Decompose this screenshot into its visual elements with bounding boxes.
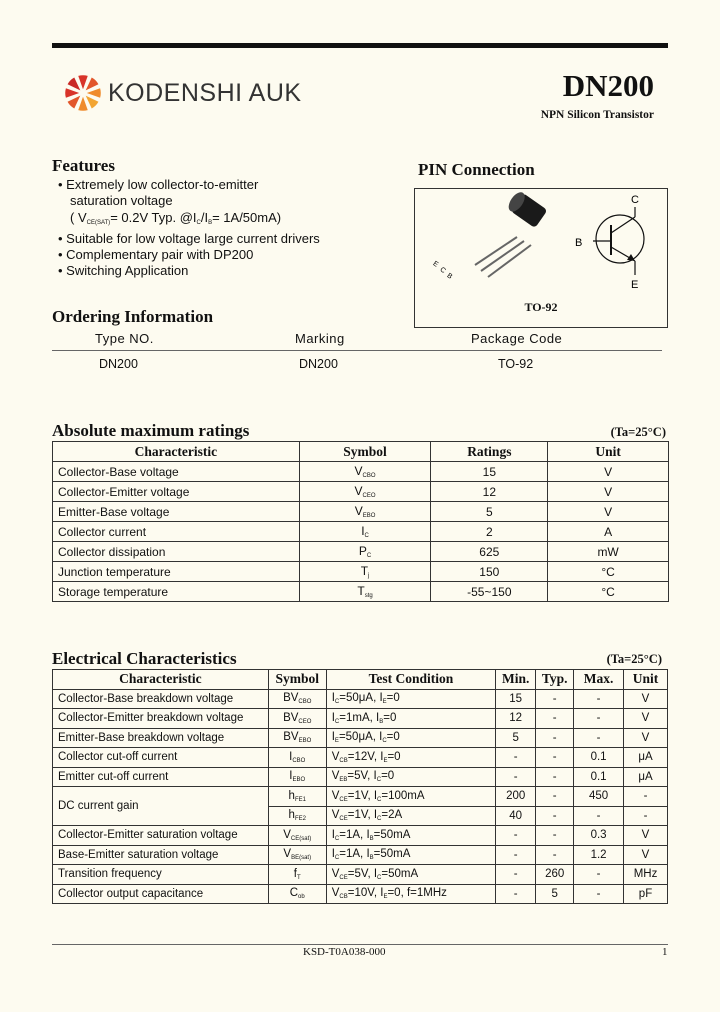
unit-cell: μA <box>624 748 668 768</box>
table-header-row <box>53 442 669 462</box>
column-header: Symbol <box>299 442 431 462</box>
min-cell: - <box>496 845 536 865</box>
feature-item-continued: saturation voltage <box>70 193 173 209</box>
max-cell: - <box>574 689 624 709</box>
symbol-cell: $V_{EBO}$ <box>299 502 431 522</box>
test-condition-cell: $I_C=1A$, $I_B=50mA$ <box>326 845 495 865</box>
min-cell: 12 <box>496 709 536 729</box>
characteristic-cell: Base-Emitter saturation voltage <box>53 845 269 865</box>
column-header: Unit <box>548 442 669 462</box>
min-cell: - <box>496 884 536 904</box>
package-caption: TO-92 <box>524 300 558 314</box>
table-row <box>53 542 669 562</box>
feature-item: • Extremely low collector-to-emitter <box>58 177 259 192</box>
table-row <box>53 845 668 865</box>
characteristic-cell: Collector cut-off current <box>53 748 269 768</box>
min-cell: - <box>496 748 536 768</box>
table-row <box>53 502 669 522</box>
characteristic-cell: Collector-Emitter saturation voltage <box>53 826 269 846</box>
table-row <box>53 826 668 846</box>
unit-cell: V <box>624 709 668 729</box>
max-cell: - <box>574 884 624 904</box>
rating-cell: 12 <box>431 482 548 502</box>
table-row <box>53 884 668 904</box>
characteristic-cell: Collector-Emitter voltage <box>53 482 300 502</box>
rating-cell: 5 <box>431 502 548 522</box>
characteristic-cell: Emitter-Base voltage <box>53 502 300 522</box>
max-cell: - <box>574 709 624 729</box>
unit-cell: °C <box>548 562 669 582</box>
feature-item: • Complementary pair with DP200 <box>58 247 254 263</box>
ordering-type-value: DN200 <box>99 357 138 371</box>
abs-max-title: Absolute maximum ratings <box>52 421 250 440</box>
characteristic-cell: Collector output capacitance <box>53 884 269 904</box>
column-header: Min. <box>496 670 536 690</box>
symbol-cell: $I_{EBO}$ <box>268 767 326 787</box>
features-title: Features <box>52 156 115 175</box>
typ-cell: - <box>536 748 574 768</box>
min-cell: 40 <box>496 806 536 826</box>
symbol-cell: $I_{CBO}$ <box>268 748 326 768</box>
unit-cell: °C <box>548 582 669 602</box>
symbol-cell: $f_T$ <box>268 865 326 885</box>
pin-connection-title: PIN Connection <box>418 160 535 179</box>
electrical-condition: (Ta=25°C) <box>606 652 662 666</box>
symbol-cell: $BV_{EBO}$ <box>268 728 326 748</box>
characteristic-cell: Transition frequency <box>53 865 269 885</box>
characteristic-cell: Collector dissipation <box>53 542 300 562</box>
table-row <box>53 865 668 885</box>
ordering-package-value: TO-92 <box>498 357 534 371</box>
ordering-header-marking: Marking <box>295 331 345 346</box>
unit-cell: V <box>624 845 668 865</box>
table-row <box>53 748 668 768</box>
leg-label-e: E <box>431 260 440 269</box>
characteristic-cell: Emitter-Base breakdown voltage <box>53 728 269 748</box>
feature-item: • Suitable for low voltage large current drivers <box>58 230 320 246</box>
max-cell: 0.1 <box>574 767 624 787</box>
table-row <box>53 462 669 482</box>
rating-cell: -55~150 <box>431 582 548 602</box>
footer-rule <box>52 944 668 945</box>
symbol-cell: $h_{FE1}$ <box>268 787 326 807</box>
characteristic-cell: Collector-Base breakdown voltage <box>53 689 269 709</box>
pin-label-c: C <box>631 194 639 206</box>
unit-cell: V <box>624 728 668 748</box>
characteristic-cell: Junction temperature <box>53 562 300 582</box>
typ-cell: 5 <box>536 884 574 904</box>
symbol-cell: $V_{CBO}$ <box>299 462 431 482</box>
symbol-cell: $h_{FE2}$ <box>268 806 326 826</box>
table-row <box>53 728 668 748</box>
test-condition-cell: $V_{CE}=1V$, $I_C=2A$ <box>326 806 495 826</box>
test-condition-cell: $V_{CB}=10V$, $I_E=0$, f=1MHz <box>326 884 495 904</box>
typ-cell: - <box>536 728 574 748</box>
column-header: Characteristic <box>53 442 300 462</box>
symbol-cell: $C_{ob}$ <box>268 884 326 904</box>
rating-cell: 15 <box>431 462 548 482</box>
max-cell: - <box>574 728 624 748</box>
unit-cell: V <box>624 689 668 709</box>
characteristic-cell: Emitter cut-off current <box>53 767 269 787</box>
column-header: Symbol <box>268 670 326 690</box>
table-row <box>53 582 669 602</box>
electrical-title: Electrical Characteristics <box>52 649 237 668</box>
characteristic-cell: Collector-Emitter breakdown voltage <box>53 709 269 729</box>
pin-label-b: B <box>575 237 583 249</box>
kodenshi-logo-icon <box>64 74 102 112</box>
symbol-cell: $BV_{CBO}$ <box>268 689 326 709</box>
table-header-row <box>53 670 668 690</box>
ordering-header-type: Type NO. <box>95 331 154 346</box>
document-code: KSD-T0A038-000 <box>303 946 386 958</box>
feature-item: • Switching Application <box>58 263 189 279</box>
typ-cell: - <box>536 709 574 729</box>
unit-cell: V <box>548 482 669 502</box>
abs-max-table <box>52 441 669 602</box>
table-row <box>53 482 669 502</box>
pin-label-e: E <box>631 279 639 291</box>
pin-connection-box <box>414 188 668 328</box>
typ-cell: - <box>536 826 574 846</box>
symbol-cell: $V_{BE(sat)}$ <box>268 845 326 865</box>
rating-cell: 625 <box>431 542 548 562</box>
characteristic-cell: Collector-Base voltage <box>53 462 300 482</box>
typ-cell: - <box>536 806 574 826</box>
table-row <box>53 787 668 807</box>
header-rule <box>52 43 668 48</box>
unit-cell: V <box>548 502 669 522</box>
unit-cell: V <box>624 826 668 846</box>
typ-cell: - <box>536 787 574 807</box>
ordering-divider <box>52 350 662 351</box>
test-condition-cell: $I_C=50\mu A$, $I_E=0$ <box>326 689 495 709</box>
max-cell: 450 <box>574 787 624 807</box>
min-cell: 15 <box>496 689 536 709</box>
symbol-cell: $V_{CEO}$ <box>299 482 431 502</box>
symbol-cell: $T_j$ <box>299 562 431 582</box>
symbol-cell: $T_{stg}$ <box>299 582 431 602</box>
unit-cell: V <box>548 462 669 482</box>
characteristic-cell: DC current gain <box>53 787 269 826</box>
table-row <box>53 562 669 582</box>
min-cell: 200 <box>496 787 536 807</box>
symbol-cell: $P_C$ <box>299 542 431 562</box>
company-logo <box>64 74 302 112</box>
table-row <box>53 767 668 787</box>
unit-cell: - <box>624 806 668 826</box>
column-header: Characteristic <box>53 670 269 690</box>
table-row <box>53 689 668 709</box>
test-condition-cell: $I_C=1mA$, $I_B=0$ <box>326 709 495 729</box>
max-cell: 1.2 <box>574 845 624 865</box>
test-condition-cell: $V_{CE}=5V$, $I_C=50mA$ <box>326 865 495 885</box>
column-header: Typ. <box>536 670 574 690</box>
max-cell: - <box>574 806 624 826</box>
characteristic-cell: Storage temperature <box>53 582 300 602</box>
leg-label-b: B <box>445 272 454 281</box>
test-condition-cell: $I_C=1A$, $I_B=50mA$ <box>326 826 495 846</box>
min-cell: - <box>496 826 536 846</box>
part-description: NPN Silicon Transistor <box>540 109 654 121</box>
company-name: KODENSHI AUK <box>108 78 302 107</box>
symbol-cell: $I_C$ <box>299 522 431 542</box>
unit-cell: A <box>548 522 669 542</box>
max-cell: 0.3 <box>574 826 624 846</box>
unit-cell: pF <box>624 884 668 904</box>
column-header: Test Condition <box>326 670 495 690</box>
min-cell: 5 <box>496 728 536 748</box>
typ-cell: - <box>536 767 574 787</box>
max-cell: - <box>574 865 624 885</box>
typ-cell: - <box>536 689 574 709</box>
features-list <box>58 177 320 280</box>
min-cell: - <box>496 865 536 885</box>
typ-cell: - <box>536 845 574 865</box>
ordering-marking-value: DN200 <box>299 357 338 371</box>
npn-transistor-symbol <box>593 207 644 275</box>
unit-cell: MHz <box>624 865 668 885</box>
test-condition-cell: $V_{CB}=12V$, $I_E=0$ <box>326 748 495 768</box>
leg-label-c: C <box>438 266 447 275</box>
max-cell: 0.1 <box>574 748 624 768</box>
test-condition-cell: $I_E=50\mu A$, $I_C=0$ <box>326 728 495 748</box>
rating-cell: 150 <box>431 562 548 582</box>
rating-cell: 2 <box>431 522 548 542</box>
feature-item-continued: ( $V_{CE(SAT)}= 0.2V$ Typ. $@I_C/I_B= 1A/50mA$) <box>70 209 282 226</box>
test-condition-cell: $V_{EB}=5V$, $I_C=0$ <box>326 767 495 787</box>
table-row <box>53 709 668 729</box>
table-row <box>53 522 669 542</box>
unit-cell: - <box>624 787 668 807</box>
unit-cell: μA <box>624 767 668 787</box>
column-header: Unit <box>624 670 668 690</box>
column-header: Ratings <box>431 442 548 462</box>
symbol-cell: $BV_{CEO}$ <box>268 709 326 729</box>
unit-cell: mW <box>548 542 669 562</box>
symbol-cell: $V_{CE(sat)}$ <box>268 826 326 846</box>
typ-cell: 260 <box>536 865 574 885</box>
part-number: DN200 <box>562 68 654 103</box>
column-header: Max. <box>574 670 624 690</box>
characteristic-cell: Collector current <box>53 522 300 542</box>
ordering-header-package: Package Code <box>471 331 563 346</box>
abs-max-condition: (Ta=25°C) <box>610 425 666 439</box>
ordering-title: Ordering Information <box>52 307 214 326</box>
min-cell: - <box>496 767 536 787</box>
test-condition-cell: $V_{CE}=1V$, $I_C=100mA$ <box>326 787 495 807</box>
electrical-table <box>52 669 668 904</box>
page-number: 1 <box>662 946 668 958</box>
